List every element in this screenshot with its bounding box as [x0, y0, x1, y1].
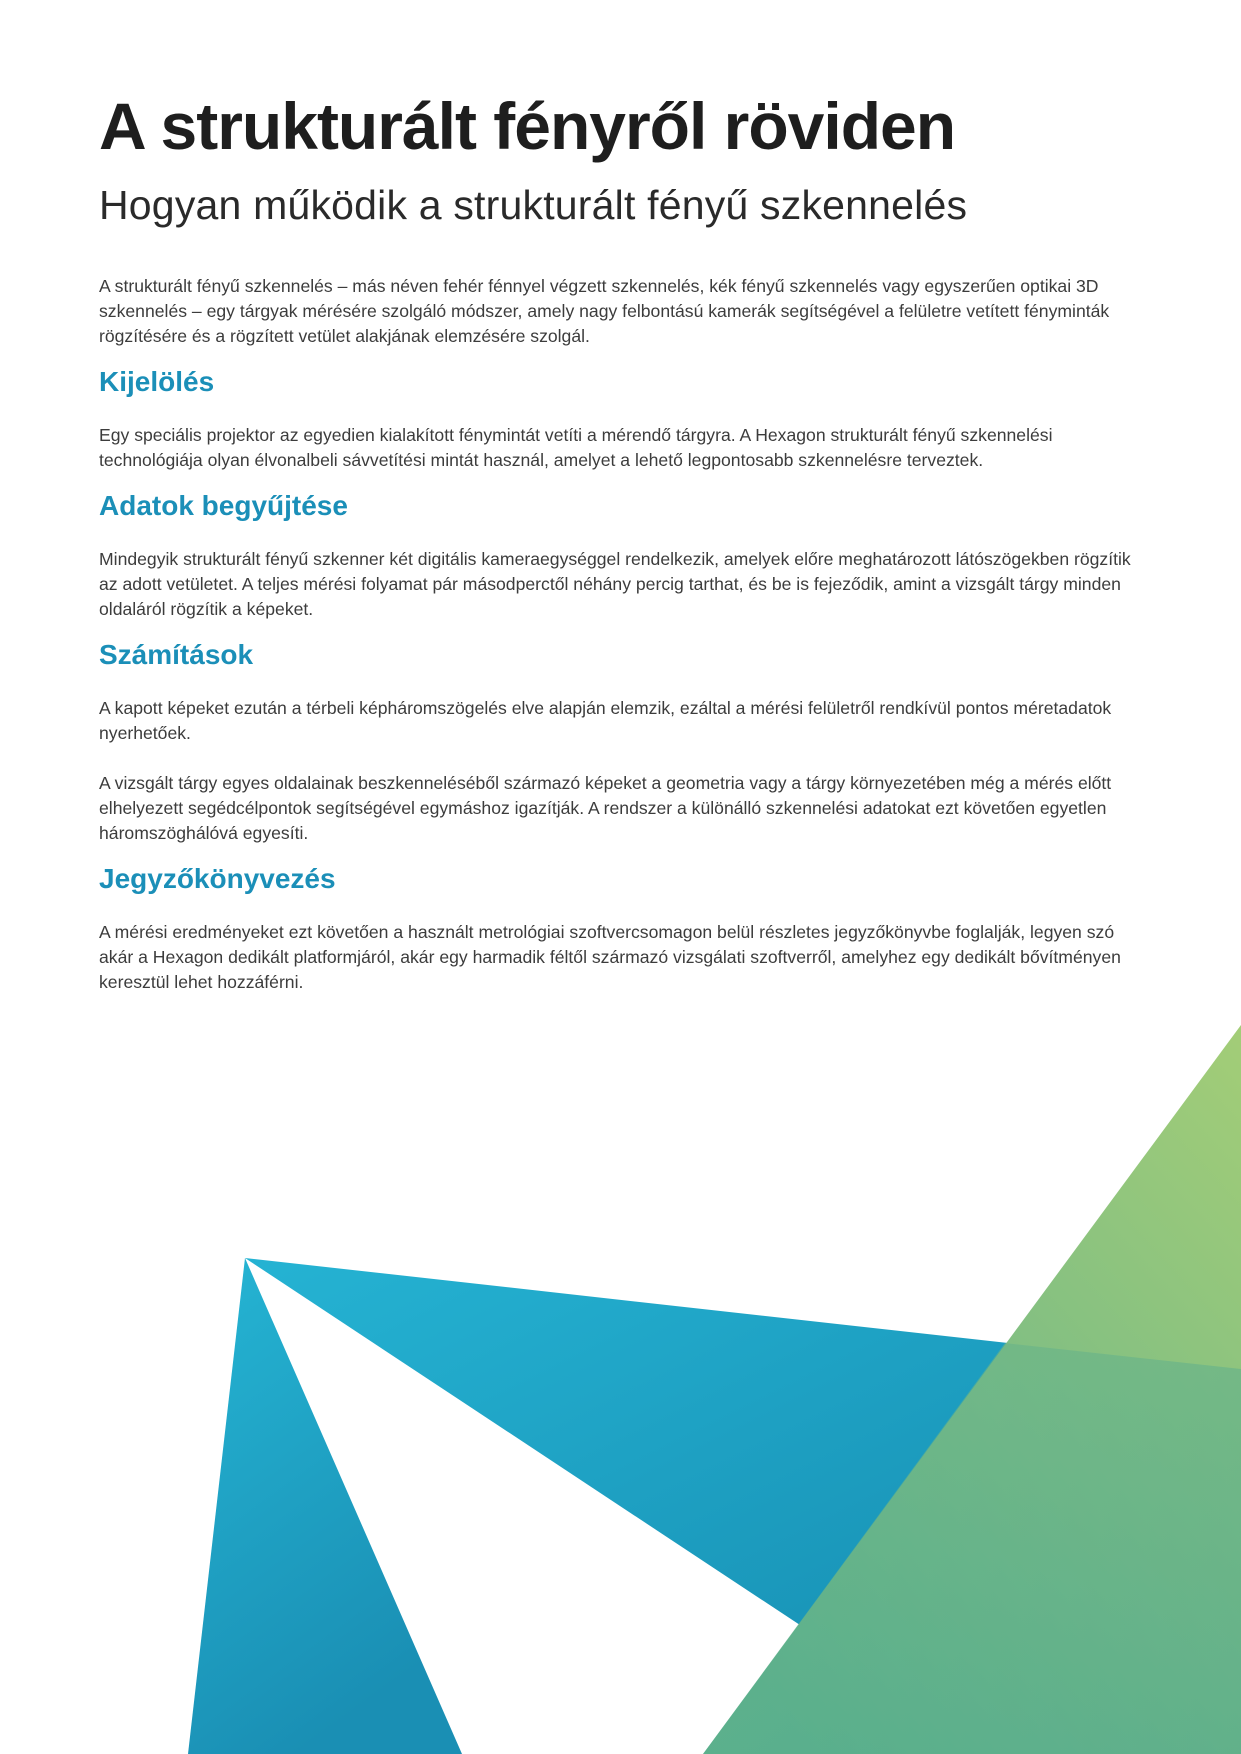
page-title: A strukturált fényről röviden [99, 89, 956, 163]
document-content [99, 86, 1139, 995]
intro-block [99, 274, 1139, 349]
section-heading: Számítások [99, 639, 254, 670]
section-szamitasok [99, 638, 1139, 846]
section-heading: Jegyzőkönyvezés [99, 863, 336, 894]
section-heading: Adatok begyűjtése [99, 490, 348, 521]
section-jegyzokonyvezes [99, 862, 1139, 995]
section-body [99, 423, 1139, 473]
intro-paragraph: A strukturált fényű szkennelés – más néven fehér fénnyel végzett szkennelés, kék fényű szkennelés vagy egyszerűen optikai 3D szkennelés – egy tárgyak mérésére szolgáló módszer, amely nagy felbontású kamerák segítségével a felületre vetített fényminták rögzítésére és a rögzített vetület alakjának elemzésére szolgál. [99, 276, 1110, 346]
section-body [99, 547, 1139, 622]
section-paragraph: A mérési eredményeket ezt követően a használt metrológiai szoftvercsomagon belül részletes jegyzőkönyvbe foglalják, legyen szó akár a Hexagon dedikált platformjáról, akár egy harmadik féltől származó vizsgálati szoftverről, amelyhez egy dedikált bővítményen keresztül lehet hozzáférni. [99, 922, 1121, 992]
section-paragraph: Egy speciális projektor az egyedien kialakított fénymintát vetíti a mérendő tárgyra. A Hexagon strukturált fényű szkennelési technológiája olyan élvonalbeli sávvetítési mintát használ, amelyet a lehető legpontosabb szkennelésre terveztek. [99, 425, 1053, 470]
page-subtitle: Hogyan működik a strukturált fényű szkennelés [99, 182, 968, 228]
section-adatok-begyujtese [99, 489, 1139, 622]
section-kijeloles [99, 365, 1139, 473]
section-body [99, 920, 1139, 995]
section-paragraph: A kapott képeket ezután a térbeli képháromszögelés elve alapján elemzik, ezáltal a mérési felületről rendkívül pontos méretadatok nyerhetőek. [99, 698, 1112, 743]
section-body [99, 696, 1139, 846]
section-paragraph: Mindegyik strukturált fényű szkenner két digitális kameraegységgel rendelkezik, amelyek előre meghatározott látószögekben rögzítik az adott vetületet. A teljes mérési folyamat pár másodperctől néhány percig tarthat, és be is fejeződik, amint a vizsgált tárgy minden oldaláról rögzítik a képeket. [99, 549, 1131, 619]
section-paragraph: A vizsgált tárgy egyes oldalainak beszkenneléséből származó képeket a geometria vagy a tárgy környezetében még a mérés előtt elhelyezett segédcélpontok segítségével egymáshoz igazítják. A rendszer a különálló szkennelési adatokat ezt követően egyetlen háromszöghálóvá egyesíti. [99, 773, 1112, 843]
section-heading: Kijelölés [99, 366, 215, 397]
